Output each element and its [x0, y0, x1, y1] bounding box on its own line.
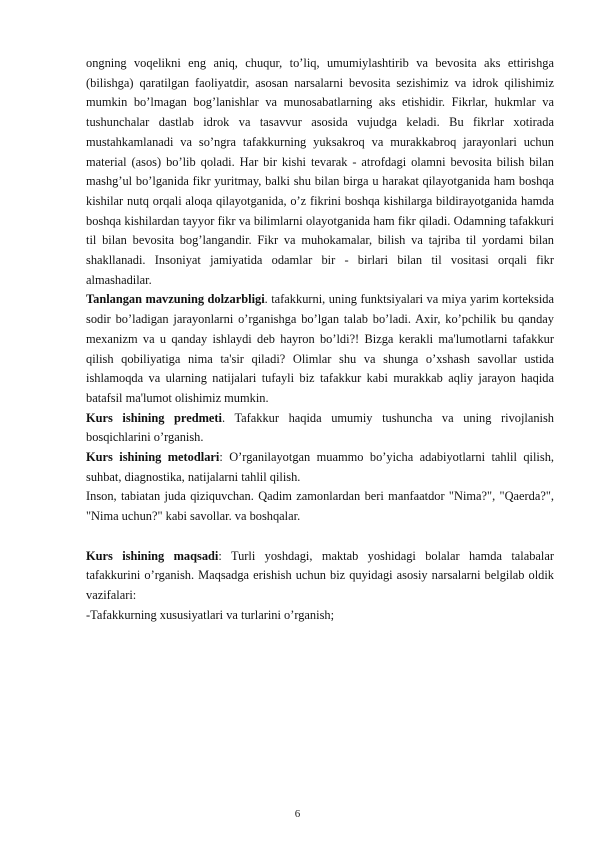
topic-relevance-text: . tafakkurni, uning funktsiyalari va miya yarim korteksida sodir bo’ladigan jarayonlarni o’rganishga bo’lgan talab bo’ladi. Axir, ko’pchilik bu qanday mexanizm va u qanday ishlaydi deb hayron bo’ldi?! Bizga kerakli ma'lumotlarni tafakkur qilish qobiliyatiga nima ta'sir qiladi? Olimlar shu va shunga o’xshash savollar ustida ishlamoqda va ularning natijalari tufayli biz tafakkur kabi murakkab aqliy jarayon haqida batafsil ma'lumot olishimiz mumkin.	[86, 292, 554, 405]
paragraph-thinking-definition: ongning voqelikni eng aniq, chuqur, to’liq, umumiylashtirib va bevosita aks ettirishga (bilishga) qaratilgan faoliyatdir, asosan narsalarni bevosita sezishimiz va idrok qilishimiz mumkin bo’lmagan bog’lanishlar va munosabatlarning aks etishidir. Fikrlar, hukmlar va tushunchalar dastlab idrok va tasavvur asosida vujudga keladi. Bu fikrlar xotirada mustahkamlanadi va so’ngra tafakkurning yuksakroq va murakkabroq jarayonlari uchun material (asos) bo’lib qoladi. Har bir kishi tevarak - atrofdagi olamni bevosita bilish bilan mashg’ul bo’lganida fikr yuritmay, balki shu bilan birga u harakat qilayotganida ham boshqa kishilar nutq orqali aloqa qilayotganida, o’z fikrini boshqa kishilarga bildirayotganida hamda boshqa kishilardan tayyor fikr va bilimlarni olayotganida ham fikr qiladi. Odamning tafakkuri til bilan bevosita bog’langandir. Fikr va muhokamalar, bilish va tajriba til yordami bilan shakllanadi. Insoniyat jamiyatida odamlar bir - birlari bilan til vositasi orqali fikr almashadilar.	[86, 56, 554, 287]
document-body	[86, 54, 554, 625]
paragraph-course-subject	[86, 409, 554, 448]
paragraph-course-methods	[86, 448, 554, 487]
topic-relevance-heading: Tanlangan mavzuning dolzarbligi	[86, 292, 265, 307]
course-subject-text: . Tafakkur haqida umumiy tushuncha va uning rivojlanish bosqichlarini o’rganish.	[86, 410, 555, 445]
course-methods-heading: Kurs ishining metodlari	[86, 450, 220, 465]
paragraph-human-curiosity: Inson, tabiatan juda qiziquvchan. Qadim zamonlardan beri manfaatdor "Nima?", "Qaerda?", "Nima uchun?" kabi savollar. va boshqalar.	[86, 489, 554, 524]
course-methods-text: : O’rganilayotgan muammo bo’yicha adabiyotlarni tahlil qilish, suhbat, diagnostika, natijalarni tahlil qilish.	[86, 450, 554, 484]
paragraph-topic-relevance	[86, 290, 554, 408]
paragraph-course-goal	[86, 547, 554, 606]
course-goal-text: : Turli yoshdagi, maktab yoshidagi bolalar hamda talabalar tafakkurini o’rganish. Maqsadga erishish uchun biz quyidagi asosiy narsalarni belgilab oldik vazifalari:	[86, 548, 555, 602]
course-subject-heading: Kurs ishining predmeti	[86, 410, 222, 425]
page-number: 6	[294, 808, 301, 820]
list-item-task: -Tafakkurning xususiyatlari va turlarini o’rganish;	[86, 607, 335, 622]
paragraph-spacer	[86, 527, 554, 547]
course-goal-heading: Kurs ishining maqsadi	[86, 548, 219, 563]
